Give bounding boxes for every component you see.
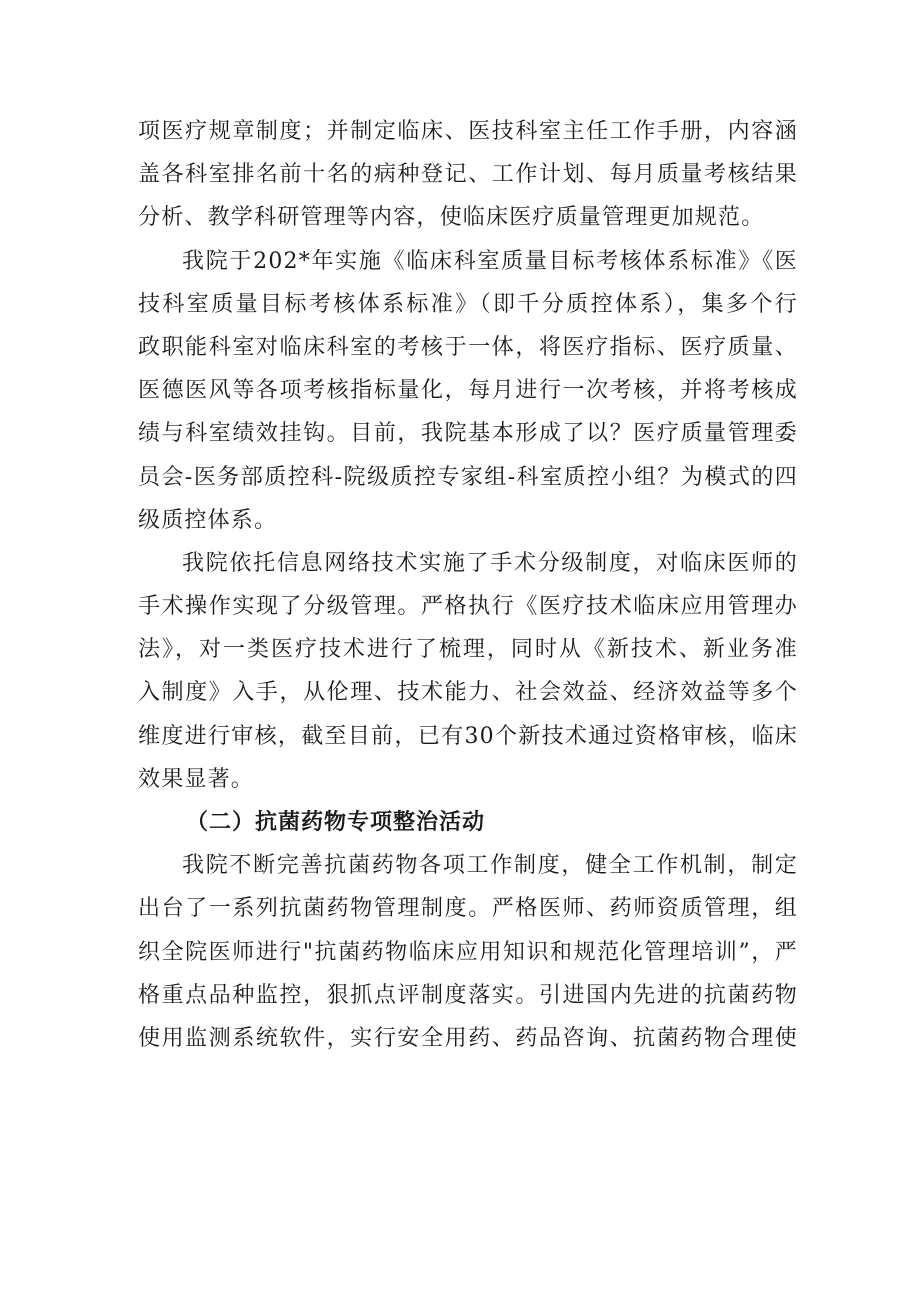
paragraph-line: 我院依托信息网络技术实施了手术分级制度，对临床医师的 <box>182 550 798 576</box>
paragraph-line: 使用监测系统软件，实行安全用药、药品咨询、抗菌药物合理使 <box>138 1025 798 1051</box>
paragraph-line: 维度进行审核，截至目前，已有30个新技术通过资格审核，临床 <box>138 723 798 749</box>
section-heading: （二）抗菌药物专项整治活动 <box>186 810 486 835</box>
paragraph-line: 医德医风等各项考核指标量化，每月进行一次考核，并将考核成 <box>138 378 798 404</box>
paragraph-line: 项医疗规章制度；并制定临床、医技科室主任工作手册，内容涵 <box>138 119 798 144</box>
paragraph-line: 入制度》入手，从伦理、技术能力、社会效益、经济效益等多个 <box>138 680 798 706</box>
paragraph-line: 级质控体系。 <box>138 507 278 533</box>
paragraph-line: 手术操作实现了分级管理。严格执行《医疗技术临床应用管理办 <box>138 594 798 620</box>
paragraph-line: 我院不断完善抗菌药物各项工作制度，健全工作机制，制定 <box>182 853 798 879</box>
paragraph-line: 员会-医务部质控科-院级质控专家组-科室质控小组？为模式的四 <box>138 464 798 490</box>
paragraph-line: 盖各科室排名前十名的病种登记、工作计划、每月质量考核结果 <box>138 162 798 188</box>
paragraph-line: 技科室质量目标考核体系标准》（即千分质控体系），集多个行 <box>138 291 798 317</box>
paragraph-line: 政职能科室对临床科室的考核于一体，将医疗指标、医疗质量、 <box>138 334 798 360</box>
paragraph-line: 法》，对一类医疗技术进行了梳理，同时从《新技术、新业务准 <box>138 637 798 663</box>
document-body <box>138 110 798 1060</box>
paragraph-line: 绩与科室绩效挂钩。目前，我院基本形成了以？医疗质量管理委 <box>138 421 798 447</box>
paragraph-line: 出台了一系列抗菌药物管理制度。严格医师、药师资质管理，组 <box>138 896 798 922</box>
paragraph-line: 分析、教学科研管理等内容，使临床医疗质量管理更加规范。 <box>138 205 765 231</box>
paragraph-line: 效果显著。 <box>138 766 255 792</box>
paragraph-line: 格重点品种监控，狠抓点评制度落实。引进国内先进的抗菌药物 <box>138 982 798 1008</box>
paragraph-line: 织全院医师进行"抗菌药物临床应用知识和规范化管理培训”，严 <box>138 939 798 965</box>
paragraph-line: 我院于202*年实施《临床科室质量目标考核体系标准》《医 <box>182 248 798 274</box>
